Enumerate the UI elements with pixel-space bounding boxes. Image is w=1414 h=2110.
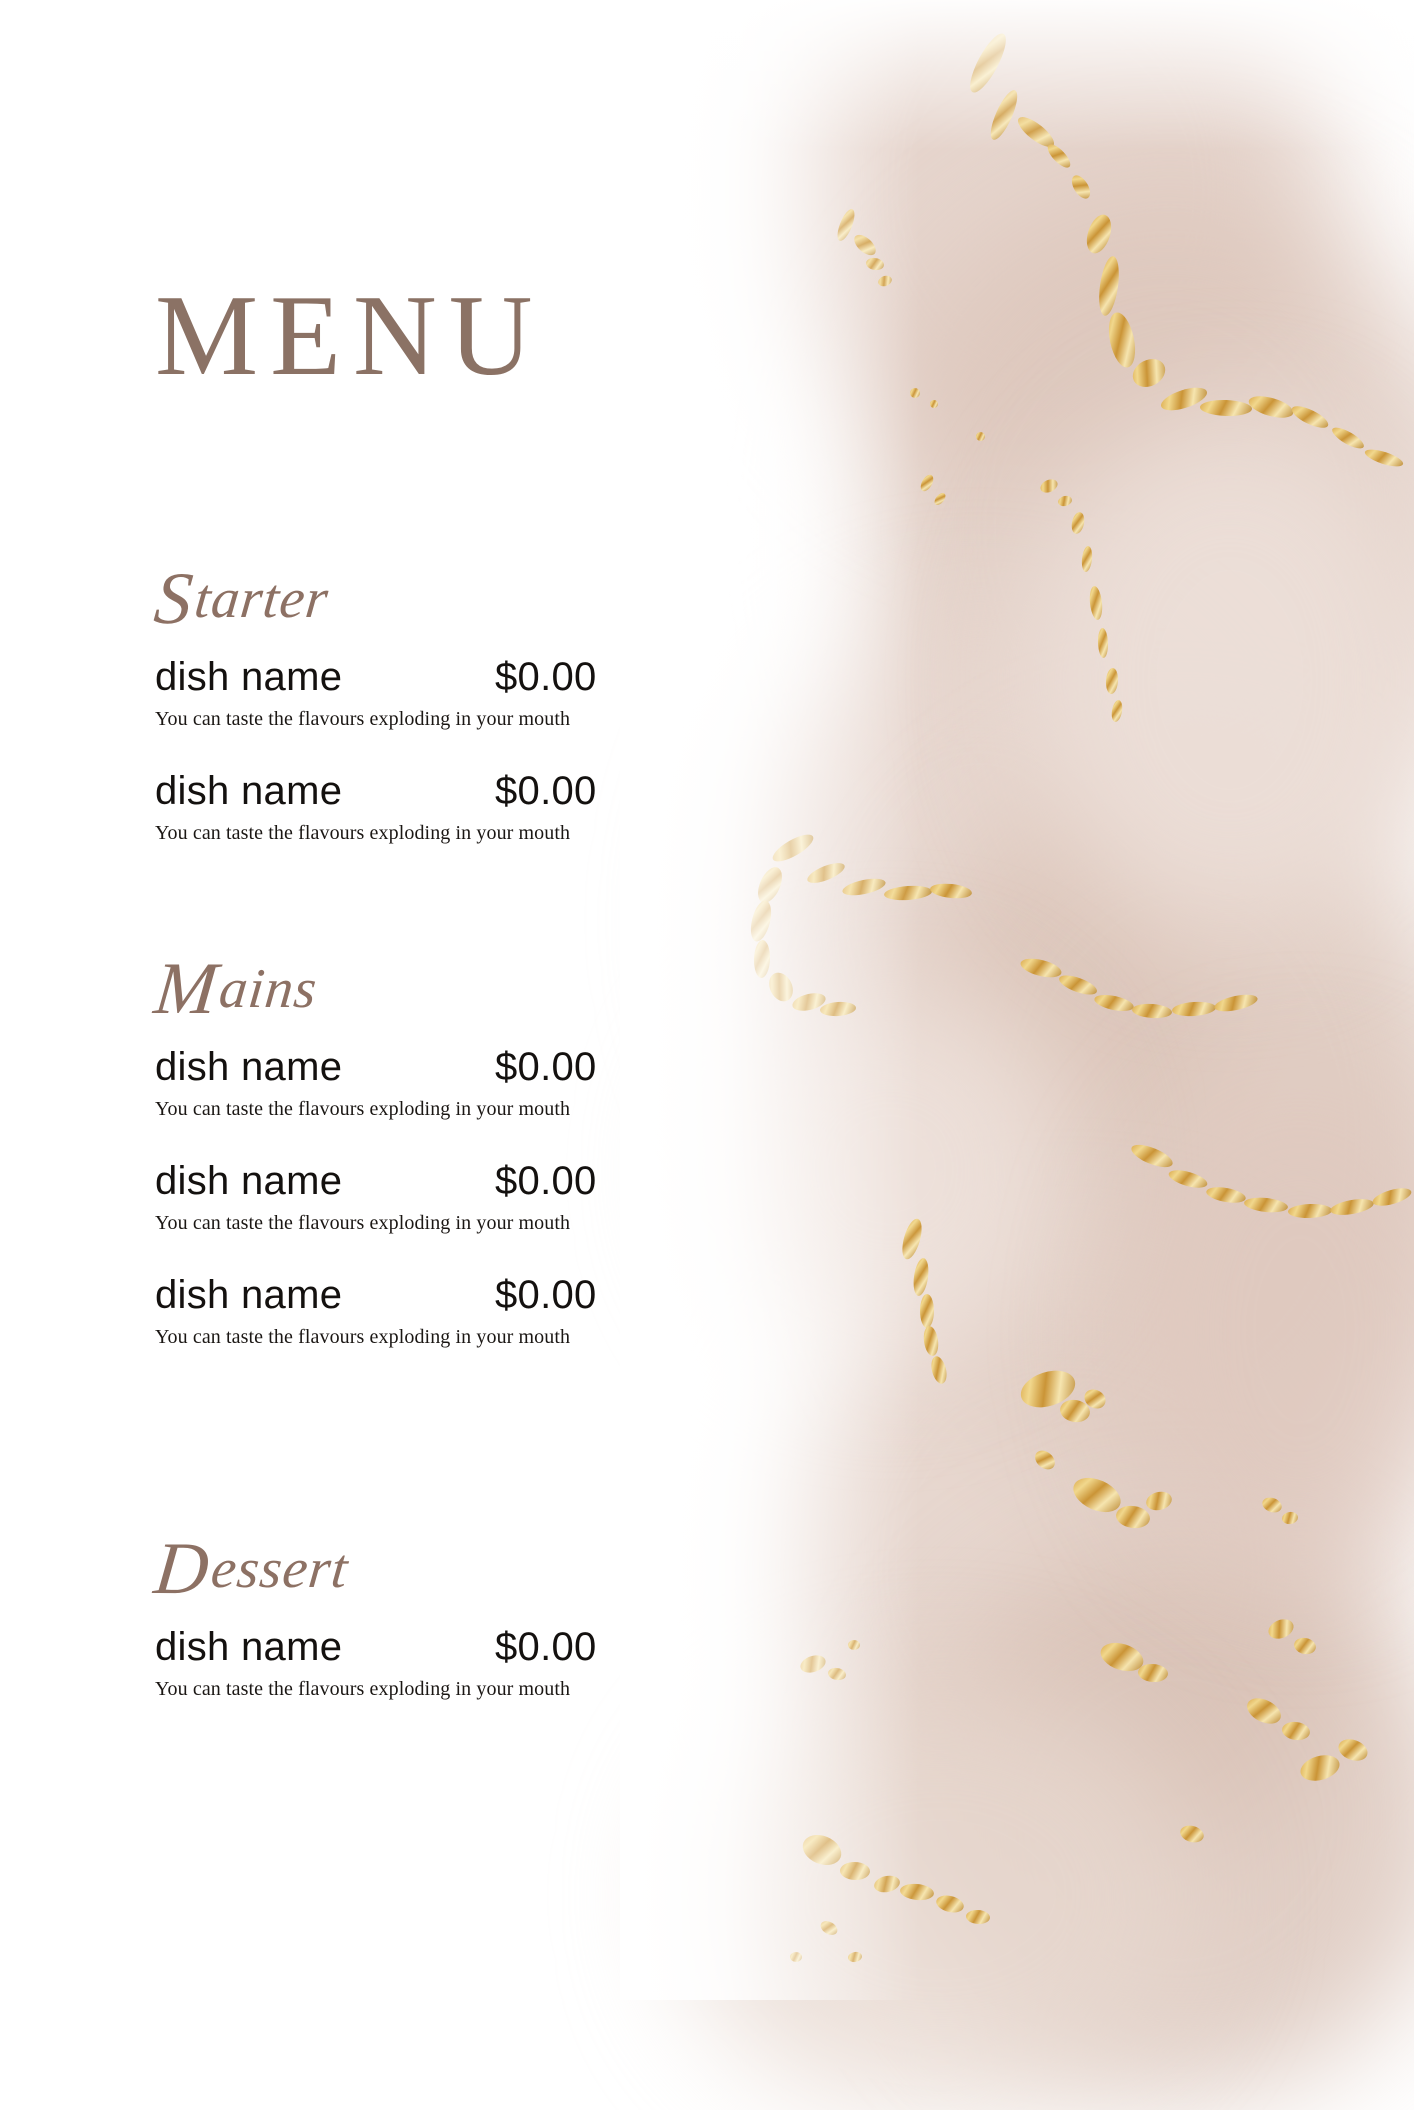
section-heading-dessert xyxy=(150,1528,718,1610)
watercolour-wash xyxy=(880,760,1414,1520)
menu-item xyxy=(155,655,715,731)
menu-section-mains xyxy=(150,948,715,1387)
menu-item xyxy=(155,1159,715,1235)
watercolour-wash xyxy=(770,0,1330,500)
section-heading-rest: ains xyxy=(216,958,321,1020)
section-heading-mains xyxy=(150,948,718,1030)
dish-price: $0.00 xyxy=(495,1624,597,1669)
watercolour-wash xyxy=(900,1540,1414,2100)
dish-name: dish name xyxy=(155,1044,343,1089)
watercolour-wash xyxy=(1120,1080,1414,1580)
watercolour-wash xyxy=(860,180,1414,880)
dish-price: $0.00 xyxy=(495,768,597,813)
dish-name: dish name xyxy=(155,1272,343,1317)
watercolour-wash xyxy=(760,1250,1380,1890)
background-top-fade xyxy=(600,0,1414,150)
dish-name: dish name xyxy=(155,768,343,813)
watercolour-wash xyxy=(1020,420,1414,940)
section-heading-rest: essert xyxy=(208,1538,352,1600)
dish-name: dish name xyxy=(155,654,343,699)
watercolour-wash xyxy=(720,620,1240,1220)
dish-price: $0.00 xyxy=(495,1044,597,1089)
dish-description: You can taste the flavours exploding in your mouth xyxy=(155,1325,571,1348)
menu-section-starter xyxy=(150,558,715,883)
menu-item xyxy=(155,1625,715,1701)
page-title: MENU xyxy=(155,272,545,400)
menu-item xyxy=(155,769,715,845)
section-heading-initial: S xyxy=(150,558,198,640)
dish-price: $0.00 xyxy=(495,654,597,699)
menu-item-row xyxy=(155,769,715,814)
menu-item-row xyxy=(155,655,715,700)
dish-description: You can taste the flavours exploding in your mouth xyxy=(155,821,571,844)
menu-section-dessert xyxy=(150,1528,715,1739)
dish-price: $0.00 xyxy=(495,1158,597,1203)
menu-item-row xyxy=(155,1625,715,1670)
dish-name: dish name xyxy=(155,1158,343,1203)
dish-description: You can taste the flavours exploding in your mouth xyxy=(155,1677,571,1700)
dish-price: $0.00 xyxy=(495,1272,597,1317)
dish-description: You can taste the flavours exploding in your mouth xyxy=(155,1097,571,1120)
dish-name: dish name xyxy=(155,1624,343,1669)
section-heading-rest: tarter xyxy=(191,568,332,630)
menu-item-row xyxy=(155,1159,715,1204)
watercolour-wash xyxy=(680,1680,1200,2110)
dish-description: You can taste the flavours exploding in your mouth xyxy=(155,707,571,730)
section-heading-starter xyxy=(150,558,718,640)
dish-description: You can taste the flavours exploding in your mouth xyxy=(155,1211,571,1234)
menu-item-row xyxy=(155,1045,715,1090)
watercolour-wash xyxy=(700,980,1080,1360)
menu-item xyxy=(155,1045,715,1121)
menu-item xyxy=(155,1273,715,1349)
menu-item-row xyxy=(155,1273,715,1318)
section-heading-initial: M xyxy=(150,948,223,1030)
section-heading-initial: D xyxy=(150,1528,214,1610)
